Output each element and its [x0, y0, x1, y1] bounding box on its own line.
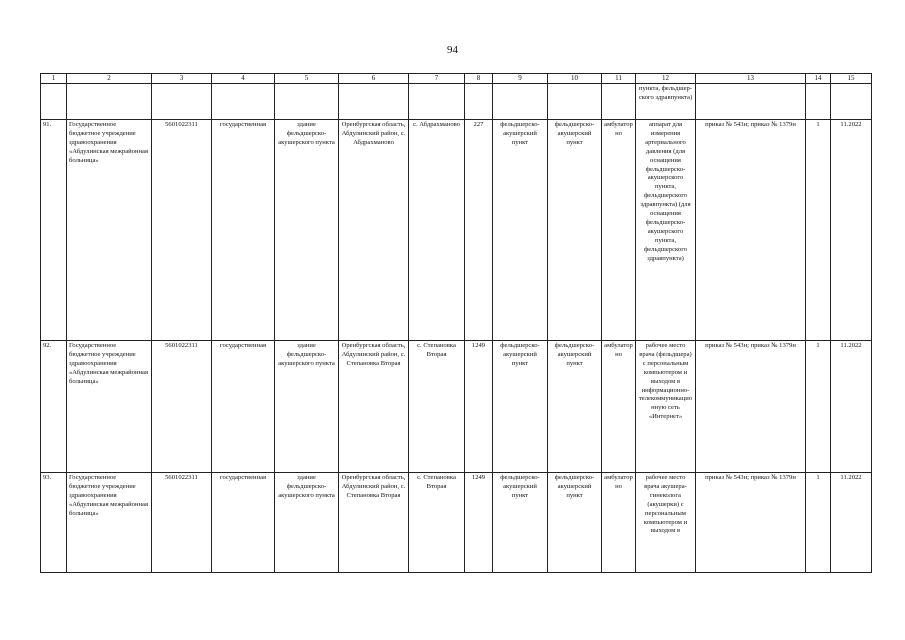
- header-cell: 7: [409, 74, 465, 84]
- facility-type-2: фельдшерско-акушерский пункт: [548, 473, 602, 573]
- table-row: [41, 120, 872, 341]
- locality: с. Абдрахманово: [409, 120, 465, 341]
- row-number: 93.: [41, 473, 67, 573]
- facility-type: фельдшерско-акушерский пункт: [493, 120, 548, 341]
- order-reference: приказ № 543н; приказ № 1379н: [696, 120, 806, 341]
- facility-type: фельдшерско-акушерский пункт: [493, 473, 548, 573]
- header-cell: 13: [696, 74, 806, 84]
- building: здание фельдшерско-акушерского пункта: [275, 473, 339, 573]
- header-cell: 12: [636, 74, 696, 84]
- header-cell: 5: [275, 74, 339, 84]
- address: Оренбургская область, Абдулинский район, с. Абдрахманово: [339, 120, 409, 341]
- table-row: [41, 341, 872, 473]
- population: 1249: [465, 341, 493, 473]
- header-cell: 14: [806, 74, 831, 84]
- header-cell: 3: [152, 74, 212, 84]
- quantity: 1: [806, 120, 831, 341]
- locality: с. Степановка Вторая: [409, 341, 465, 473]
- continuation-row: [41, 84, 872, 120]
- facility-type-2: фельдшерско-акушерский пункт: [548, 120, 602, 341]
- row-number: 91.: [41, 120, 67, 341]
- continuation-equipment: пункта, фельдшер-ского здравпункта): [636, 84, 696, 120]
- order-reference: приказ № 543н; приказ № 1379н: [696, 473, 806, 573]
- page-number: 94: [447, 44, 458, 56]
- quantity: 1: [806, 341, 831, 473]
- date: 11.2022: [831, 120, 872, 341]
- care-form: амбулаторно: [602, 341, 636, 473]
- ownership: государственная: [212, 120, 275, 341]
- equipment: аппарат для измерения артериального давления (для оснащения фельдшерско-акушерского пункта, фельдшерского здравпункта) (для оснащения фельдшерско-акушерского пункта, фельдшерского здравпункта): [636, 120, 696, 341]
- equipment: рабочее место врача акушера-гинеколога (акушерки) с персональным компьютером и выходом в: [636, 473, 696, 573]
- header-cell: 10: [548, 74, 602, 84]
- inn: 5601022311: [152, 120, 212, 341]
- equipment: рабочее место врача (фельдшера) с персональным компьютером и выходом в информационно-телекоммуникационную сеть «Интернет»: [636, 341, 696, 473]
- facility-type-2: фельдшерско-акушерский пункт: [548, 341, 602, 473]
- row-number: 92.: [41, 341, 67, 473]
- population: 227: [465, 120, 493, 341]
- header-cell: 6: [339, 74, 409, 84]
- registry-table: [40, 73, 872, 573]
- header-row: [41, 74, 872, 84]
- header-cell: 9: [493, 74, 548, 84]
- care-form: амбулаторно: [602, 473, 636, 573]
- population: 1249: [465, 473, 493, 573]
- header-cell: 8: [465, 74, 493, 84]
- locality: с. Степановка Вторая: [409, 473, 465, 573]
- header-cell: 11: [602, 74, 636, 84]
- quantity: 1: [806, 473, 831, 573]
- header-cell: 2: [67, 74, 152, 84]
- building: здание фельдшерско-акушерского пункта: [275, 341, 339, 473]
- header-cell: 15: [831, 74, 872, 84]
- ownership: государственная: [212, 341, 275, 473]
- order-reference: приказ № 543н; приказ № 1379н: [696, 341, 806, 473]
- organization: Государственное бюджетное учреждение здравоохранения «Абдулинская межрайонная больница»: [67, 341, 152, 473]
- organization: Государственное бюджетное учреждение здравоохранения «Абдулинская межрайонная больница»: [67, 473, 152, 573]
- care-form: амбулаторно: [602, 120, 636, 341]
- facility-type: фельдшерско-акушерский пункт: [493, 341, 548, 473]
- table-row: [41, 473, 872, 573]
- inn: 5601022311: [152, 473, 212, 573]
- header-cell: 1: [41, 74, 67, 84]
- header-cell: 4: [212, 74, 275, 84]
- building: здание фельдшерско-акушерского пункта: [275, 120, 339, 341]
- organization: Государственное бюджетное учреждение здравоохранения «Абдулинская межрайонная больница»: [67, 120, 152, 341]
- date: 11.2022: [831, 473, 872, 573]
- address: Оренбургская область, Абдулинский район, с. Степановка Вторая: [339, 341, 409, 473]
- date: 11.2022: [831, 341, 872, 473]
- inn: 5601022311: [152, 341, 212, 473]
- address: Оренбургская область, Абдулинский район, с. Степановка Вторая: [339, 473, 409, 573]
- ownership: государственная: [212, 473, 275, 573]
